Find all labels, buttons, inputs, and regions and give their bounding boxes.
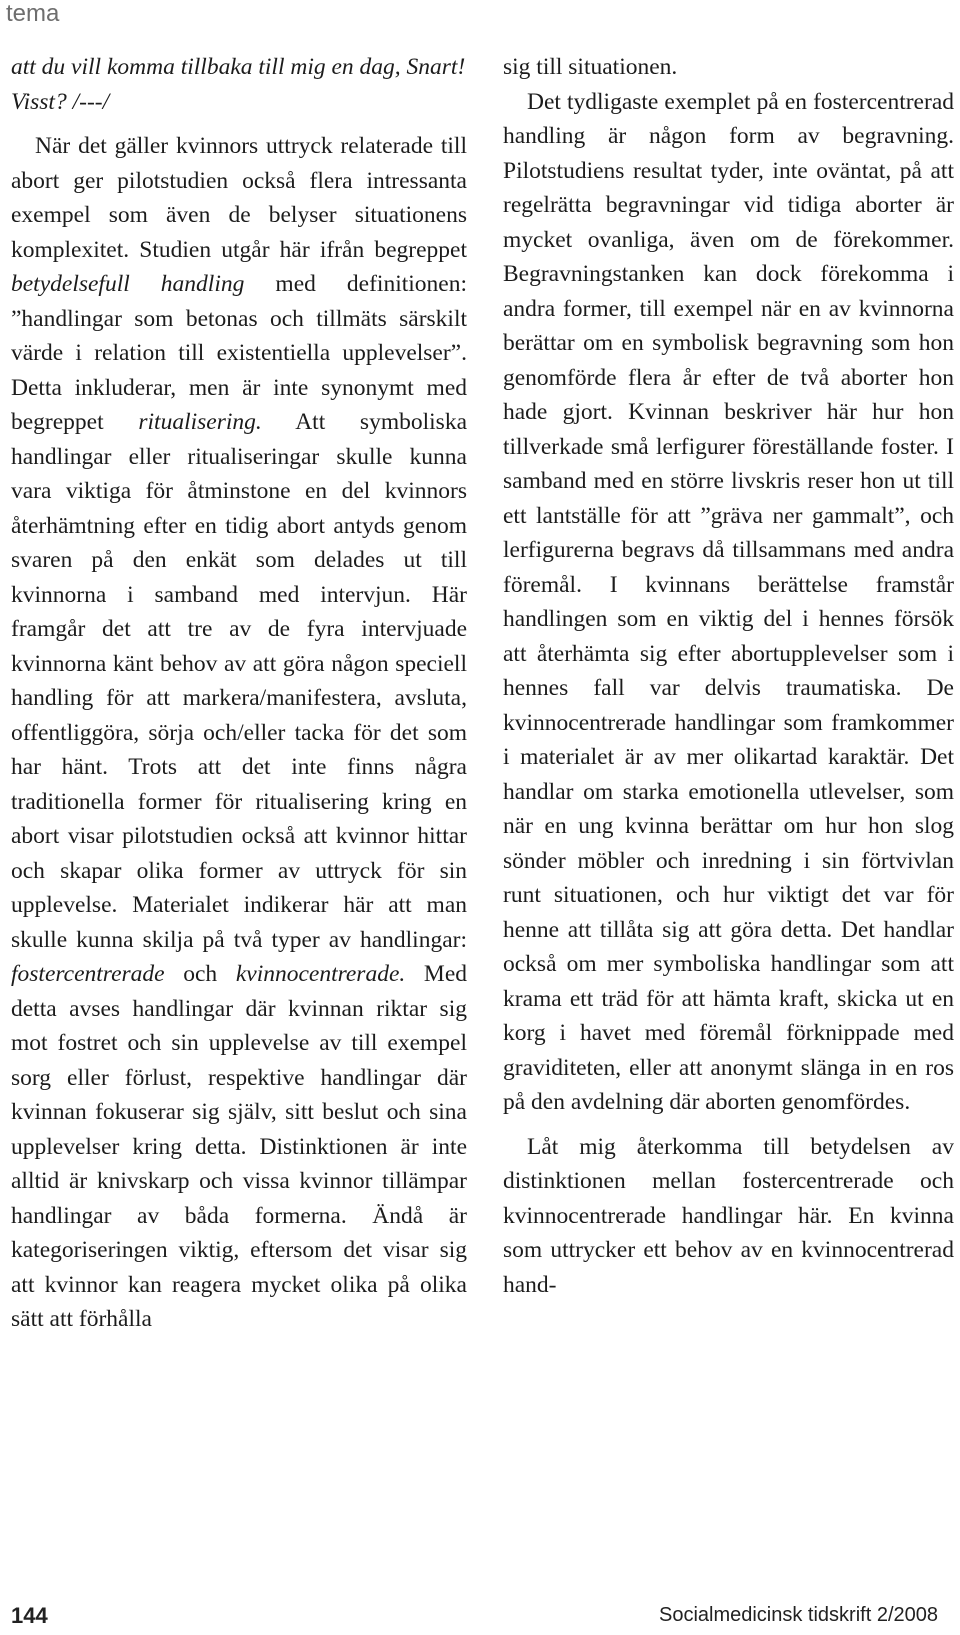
quote-text: att du vill komma tillbaka till mig en dag, Snart! Visst? /---/ [11, 54, 466, 115]
text-run: Att symboliska handlingar eller ritualiseringar skulle kunna vara viktiga för åtminstone en del kvinnors återhämtning efter en tidig abort antyds genom svaren på den enkät som delades ut till kvinnorna i samband med intervjun. Här framgår det att tre av de fyra intervjuade kvinnorna känt behov av att göra någon speciell handling för att markera/manifestera, avsluta, offentliggöra, sörja och/eller tacka för det som har hänt. Trots att det inte finns några traditionella former för ritualisering kring en abort visar pilotstudien också att kvinnor hittar och skapar olika former av uttryck för sin upplevelse. Materialet indikerar här att man skulle kunna skilja på två typer av handlingar: [11, 409, 467, 953]
section-tag: tema [6, 0, 60, 27]
right-column [503, 50, 954, 1302]
term-emphasis: fostercentrerade [11, 961, 165, 987]
journal-footer: Socialmedicinsk tidskrift 2/2008 [658, 1604, 938, 1626]
text-run: och [164, 961, 236, 987]
body-paragraph [11, 129, 467, 1337]
continuation-line: sig till situationen. [503, 54, 678, 80]
body-paragraph: Låt mig återkomma till betydelsen av distinktionen mellan fostercentrerade och kvinnocentrerade handlingar här. En kvinna som uttrycker ett behov av en kvinnocentrerad hand- [503, 1133, 954, 1298]
page-number: 144 [11, 1603, 48, 1628]
term-emphasis: ritualisering. [138, 409, 262, 435]
quote-fragment [11, 50, 467, 119]
left-column [11, 50, 467, 1337]
term-emphasis: kvinnocentrerade. [235, 961, 406, 987]
text-run: Med detta avses handlingar där kvinnan riktar sig mot fostret och sin upplevelse av till exempel sorg eller förlust, respektive handlingar där kvinnan fokuserar sig själv, sitt beslut och sina upplevelser kring detta. Distinktionen är inte alltid är knivskarp och vissa kvinnor tillämpar handlingar av båda formerna. Ändå är kategoriseringen viktig, eftersom det visar sig att kvinnor kan reagera mycket olika på olika sätt att förhålla [11, 961, 467, 1332]
term-emphasis: betydelsefull handling [11, 271, 245, 297]
text-run: När det gäller kvinnors uttryck relaterade till abort ger pilotstudien också flera intressanta exempel som även de belyser situationens komplexitet. Studien utgår här ifrån begreppet [11, 133, 467, 263]
text-run: med definitionen: ”handlingar som betonas och tillmäts särskilt värde i relation till existentiella upplevelser”. Detta inkluderar, men är inte synonymt med begreppet [11, 271, 467, 435]
body-paragraph: Det tydligaste exemplet på en fostercentrerad handling är någon form av begravning. Pilotstudiens resultat tyder, inte oväntat, på att regelrätta begravningar vid tidiga aborter är mycket ovanliga, även om de förekommer. Begravningstanken kan dock förekomma i andra former, till exempel när en av kvinnorna berättar om en symbolisk begravning som hon genomförde flera år efter de två aborter hon hade gjort. Kvinnan beskriver här hur hon tillverkade små lerfigurer föreställande foster. I samband med en större livskris reser hon ut till ett lantställe för att ”gräva ner gammalt”, och lerfigurerna begravs då tillsammans med andra föremål. I kvinnans berättelse framstår handlingen som en viktig del i hennes försök att återhämta sig efter abortupplevelser som i hennes fall var delvis traumatiska. De kvinnocentrerade handlingar som framkommer i materialet är av mer olikartad karaktär. Det handlar om starka emotionella utlevelser, som när en ung kvinna berättar om hur hon slog sönder möbler och inredning i sin förtvivlan runt situationen, och hur viktigt det var för henne att tillåta sig att göra detta. Det handlar också om mer symboliska handlingar som att krama ett träd för att hämta kraft, skicka ut en korg i havet med föremål förknippade med graviditeten, eller att anonymt slänga in en ros på den avdelning där aborten genomfördes. [503, 88, 954, 1115]
